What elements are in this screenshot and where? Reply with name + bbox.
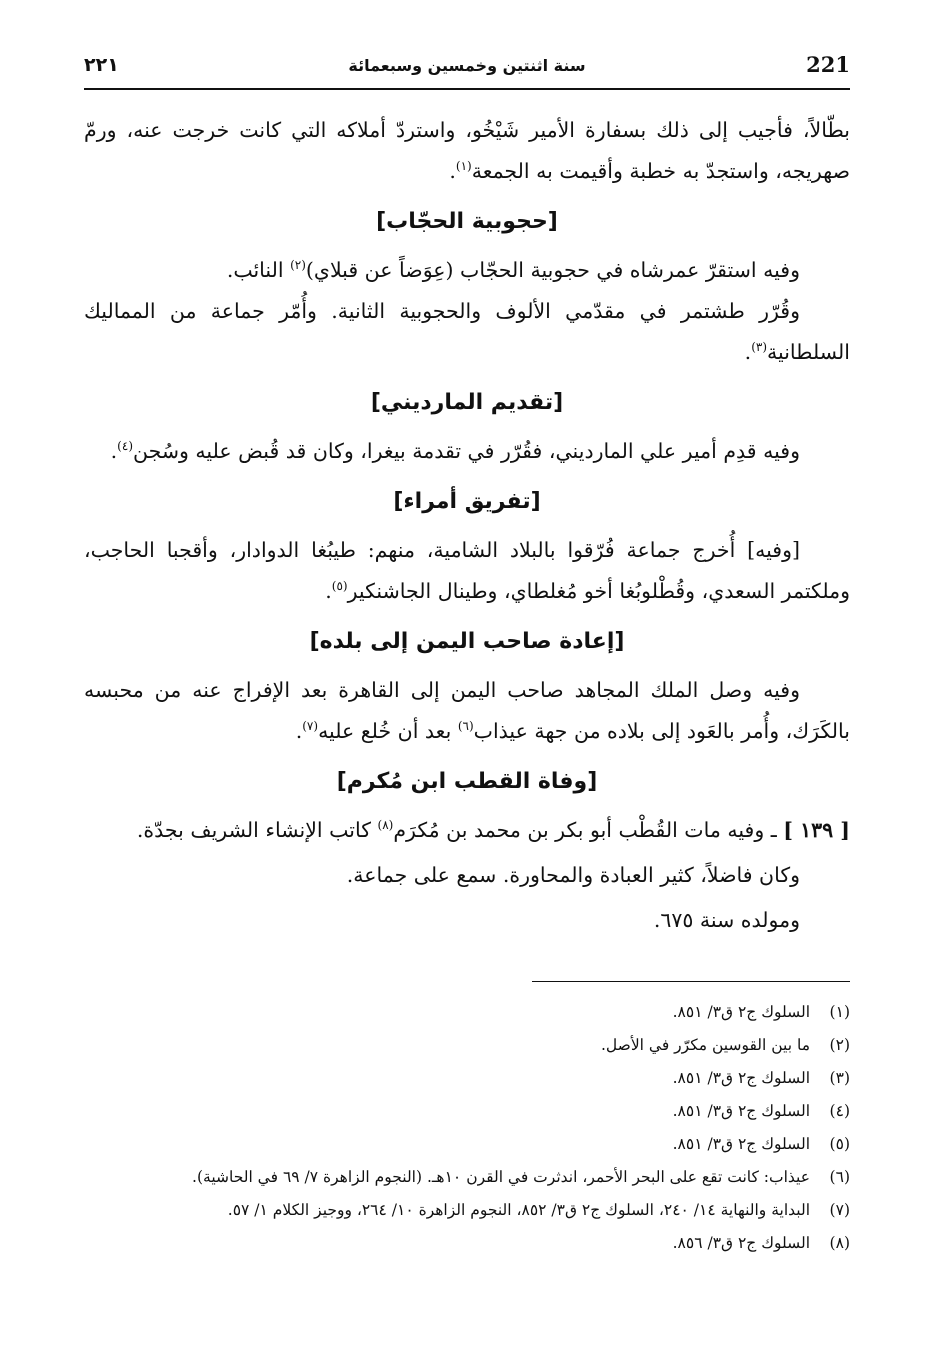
paragraph [84, 291, 850, 373]
paragraph-text: وفيه وصل الملك المجاهد صاحب اليمن إلى القاهرة بعد الإفراج عنه من محبسه بالكَرَك، وأُمر بالعَود إلى بلاده من جهة عيذاب [84, 678, 850, 743]
page [84, 48, 850, 1260]
paragraph-text: . [449, 159, 456, 183]
section-heading: [تفريق أمراء] [393, 489, 541, 514]
paragraph [84, 110, 850, 192]
paragraph-text: وفيه استقرّ عمرشاه في حجوبية الحجّاب (عِوَضاً عن قبلاي) [305, 258, 800, 282]
footnote-ref: (٨) [377, 818, 394, 833]
paragraph [84, 670, 850, 752]
footnote [84, 1227, 850, 1260]
paragraph-text: . [295, 719, 303, 743]
paragraph-text: كاتب الإنشاء الشريف بجدّة. [136, 818, 378, 842]
footnote-ref: (٤) [117, 439, 133, 454]
footnote-ref: (٥) [331, 579, 348, 594]
footnote-text: السلوك ج٢ ق٣/ ٨٥١. [672, 1135, 810, 1153]
running-title: سنة اثنتين وخمسين وسبعمائة [348, 56, 586, 75]
footnote-number: (١) [829, 1003, 850, 1021]
paragraph-text: ومولده سنة ٦٧٥. [653, 908, 800, 932]
paragraph-text: وقُرّر طشتمر في مقدّمي الألوف والحجوبية الثانية. وأُمّر جماعة من المماليك السلطانية [84, 299, 850, 364]
paragraph-text: [وفيه] أُخرج جماعة فُرّقوا بالبلاد الشامية، منهم: طيبُغا الدوادار، وأقجبا الحاجب، وملكتمر السعدي، وقُطْلوبُغا أخو مُغلطاي، وطينال الجاشنكير [84, 538, 850, 603]
footnote-text: السلوك ج٢ ق٣/ ٨٥١. [672, 1102, 810, 1120]
footnote-number: (٦) [829, 1168, 850, 1186]
paragraph-text: ـ وفيه مات القُطْب أبو بكر بن محمد بن مُكرَم [393, 818, 784, 842]
paragraph-text: بطّالاً، فأجيب إلى ذلك بسفارة الأمير شَيْخُو، واستردّ أملاكه التي كانت خرجت عنه، ورمّ صهريجه، واستجدّ به خطبة وأقيمت به الجمعة [84, 118, 850, 183]
footnote-separator [532, 981, 850, 982]
footnote [84, 996, 850, 1029]
paragraph-text: وفيه قدِم أمير علي المارديني، فقُرّر في تقدمة بيغرا، وكان قد قُبض عليه وسُجن [133, 439, 800, 463]
footnote-number: (٧) [829, 1201, 850, 1219]
footnote [84, 1029, 850, 1062]
paragraph [84, 855, 850, 896]
section-heading: [حجوبية الحجّاب] [376, 209, 558, 234]
paragraph-text: . [325, 579, 332, 603]
footnote-ref: (١) [455, 159, 472, 174]
footnotes [84, 996, 850, 1260]
page-number-arabic: ٢٢١ [84, 54, 119, 76]
entry-number: [ ١٣٩ ] [783, 818, 850, 842]
footnote-ref: (٣) [751, 340, 768, 355]
paragraph [84, 810, 850, 851]
footnote-text: ما بين القوسين مكرّر في الأصل. [601, 1036, 810, 1054]
footnote-text: السلوك ج٢ ق٣/ ٨٥١. [672, 1069, 810, 1087]
paragraph [84, 250, 850, 291]
page-header [84, 48, 850, 90]
paragraph-text: . [744, 340, 752, 364]
section-heading: [وفاة القطب ابن مُكرم] [336, 769, 598, 794]
footnote-text: السلوك ج٢ ق٣/ ٨٥٦. [672, 1234, 810, 1252]
section-heading: [تقديم المارديني] [370, 390, 564, 415]
paragraph [84, 431, 850, 472]
paragraph-text: . [110, 439, 118, 463]
footnote [84, 1194, 850, 1227]
footnote-number: (٤) [829, 1102, 850, 1120]
footnote [84, 1128, 850, 1161]
footnote-number: (٨) [829, 1234, 850, 1252]
section-heading: [إعادة صاحب اليمن إلى بلده] [309, 629, 625, 654]
footnote [84, 1062, 850, 1095]
paragraph-text: وكان فاضلاً، كثير العبادة والمحاورة. سمع على جماعة. [346, 863, 800, 887]
footnote-number: (٢) [829, 1036, 850, 1054]
footnote-number: (٣) [829, 1069, 850, 1087]
page-number-latin: 221 [806, 52, 850, 77]
footnote-text: عيذاب: كانت تقع على البحر الأحمر، اندثرت في القرن ١٠هـ. (النجوم الزاهرة ٧/ ٦٩ في الحاشية). [192, 1168, 810, 1186]
footnote-ref: (٧) [302, 719, 319, 734]
footnote-ref: (٢) [290, 258, 306, 273]
paragraph-text: النائب. [226, 258, 291, 282]
footnote-text: البداية والنهاية ١٤/ ٢٤٠، السلوك ج٢ ق٣/ ٨٥٢، النجوم الزاهرة ١٠/ ٢٦٤، ووجيز الكلام ١/ ٥٧. [227, 1201, 810, 1219]
footnote-number: (٥) [829, 1135, 850, 1153]
paragraph [84, 530, 850, 612]
footnote [84, 1161, 850, 1194]
footnote [84, 1095, 850, 1128]
paragraph [84, 900, 850, 941]
footnote-ref: (٦) [457, 719, 474, 734]
paragraph-text: بعد أن خُلع عليه [318, 719, 458, 743]
footnote-text: السلوك ج٢ ق٣/ ٨٥١. [672, 1003, 810, 1021]
body-text [84, 110, 850, 941]
